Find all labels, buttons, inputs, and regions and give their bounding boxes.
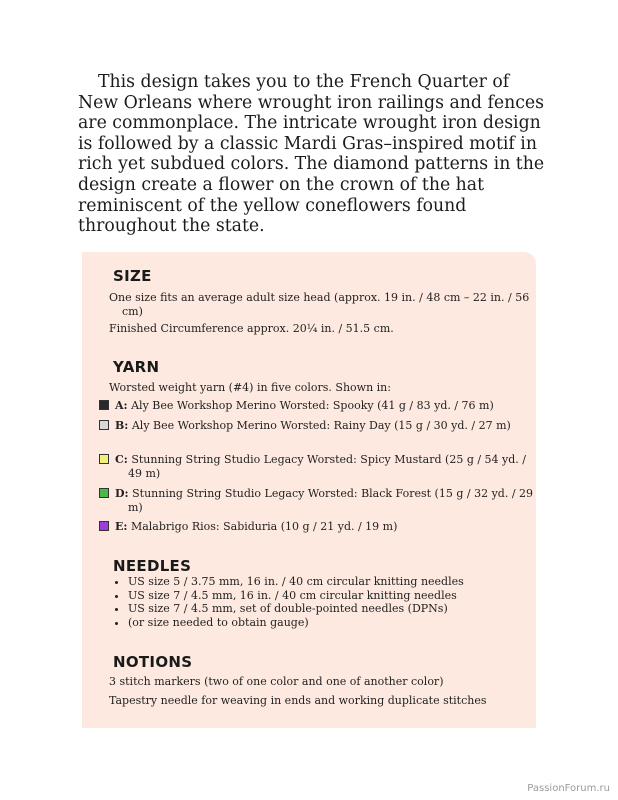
watermark: PassionForum.ru	[527, 783, 610, 794]
needle-item-4: • (or size needed to obtain gauge)	[128, 616, 528, 630]
yarn-intro: Worsted weight yarn (#4) in five colors. Shown in:	[109, 381, 391, 394]
yarn-heading: YARN	[113, 358, 160, 376]
notions-line-2: Tapestry needle for weaving in ends and working duplicate stitches	[109, 694, 487, 707]
yarn-key-e: E:	[115, 520, 128, 533]
yarn-key-b: B:	[115, 419, 129, 432]
yarn-text-b: Aly Bee Workshop Merino Worsted: Rainy Day (15 g / 30 yd. / 27 m)	[131, 419, 511, 432]
needle-item-2: • US size 7 / 4.5 mm, 16 in. / 40 cm circular knitting needles	[128, 589, 528, 603]
yarn-key-d: D:	[115, 487, 129, 500]
swatch-d	[99, 488, 109, 498]
yarn-item-e	[115, 520, 533, 534]
size-line-2: Finished Circumference approx. 20¼ in. / 51.5 cm.	[109, 322, 394, 335]
notions-line-1: 3 stitch markers (two of one color and one of another color)	[109, 675, 444, 688]
yarn-text-d: Stunning String Studio Legacy Worsted: Black Forest (15 g / 32 yd. / 29 m)	[128, 487, 534, 514]
intro-paragraph: This design takes you to the French Quarter of New Orleans where wrought iron railings and fences are commonplace. The intricate wrought iron design is followed by a classic Mardi Gras–inspired motif in rich yet subdued colors. The diamond patterns in the design create a flower on the crown of the hat reminiscent of the yellow coneflowers found throughout the state.	[78, 72, 545, 237]
yarn-text-c: Stunning String Studio Legacy Worsted: Spicy Mustard (25 g / 54 yd. / 49 m)	[128, 453, 527, 480]
swatch-a	[99, 400, 109, 410]
swatch-c	[99, 454, 109, 464]
yarn-item-b	[115, 419, 533, 433]
needle-item-1: • US size 5 / 3.75 mm, 16 in. / 40 cm circular knitting needles	[128, 575, 528, 589]
swatch-b	[99, 420, 109, 430]
yarn-key-c: C:	[115, 453, 128, 466]
yarn-text-a: Aly Bee Workshop Merino Worsted: Spooky (41 g / 83 yd. / 76 m)	[131, 399, 494, 412]
needle-item-3: • US size 7 / 4.5 mm, set of double-pointed needles (DPNs)	[128, 602, 528, 616]
yarn-item-c	[115, 453, 533, 480]
swatch-e	[99, 521, 109, 531]
yarn-item-a	[115, 399, 533, 413]
yarn-key-a: A:	[115, 399, 128, 412]
notions-heading: NOTIONS	[113, 653, 193, 671]
needles-heading: NEEDLES	[113, 557, 192, 575]
size-heading: SIZE	[113, 267, 152, 285]
yarn-text-e: Malabrigo Rios: Sabiduria (10 g / 21 yd. / 19 m)	[130, 520, 398, 533]
size-line-1: One size fits an average adult size head (approx. 19 in. / 48 cm – 22 in. / 56 cm)	[109, 291, 530, 318]
yarn-item-d	[115, 487, 533, 514]
needles-list	[114, 575, 528, 630]
